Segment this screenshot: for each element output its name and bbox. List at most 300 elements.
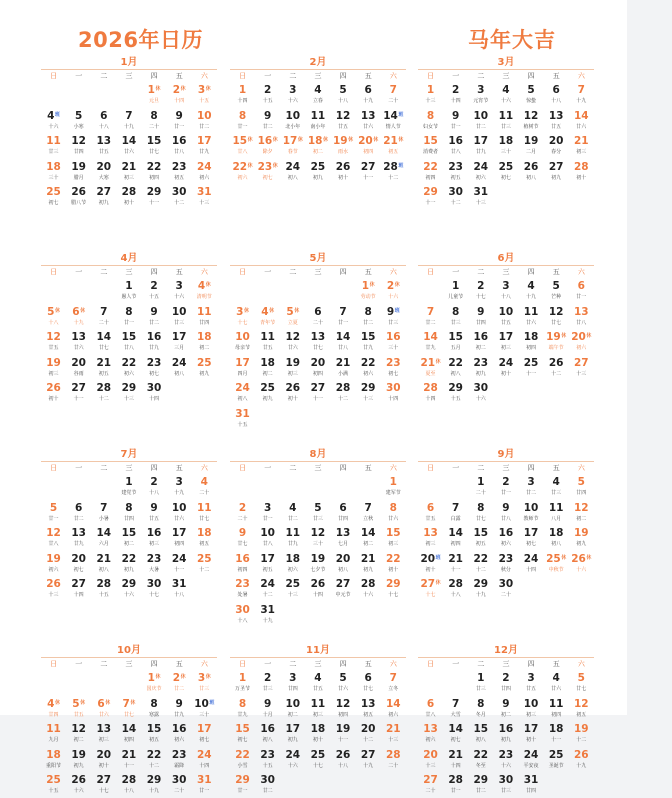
day-number: 2 [264,84,272,96]
weekday-label: 六 [389,268,397,276]
empty-cell [305,474,330,500]
lunar-label: 廿四 [338,515,349,522]
lunar-label: 二十 [312,319,323,326]
lunar-label: 初七 [526,541,537,548]
lunar-label: 廿三 [500,788,511,795]
day-number: 28 [96,382,112,395]
lunar-label: 初五 [576,711,587,718]
day-cell [356,159,381,185]
lunar-label: 初八 [237,396,248,403]
day-number: 18 [498,135,514,148]
weekday-label: 五 [364,660,372,668]
day-number: 14 [96,527,112,540]
weekday-header [230,657,406,670]
lunar-label: 廿九 [287,541,298,548]
day-cell [91,108,116,134]
day-cell [91,696,116,722]
lunar-label: 十四 [73,592,84,599]
lunar-label: 十三 [199,200,210,207]
day-cell [493,772,518,798]
day-number: 18 [548,527,564,540]
day-number: 16 [498,527,514,540]
day-cell [331,108,356,134]
weekday-label: 三 [502,660,510,668]
lunar-label: 九月 [48,737,59,744]
rest-day-mark: 休 [586,333,592,340]
day-number: 26 [523,160,539,173]
day-number: 13 [574,305,589,318]
day-cell [116,474,141,500]
weekday-label: 日 [239,660,247,668]
lunar-label: 初三 [576,149,587,156]
weekday-label: 六 [389,660,397,668]
day-cell [167,500,192,526]
weekday-label: 一 [264,72,272,80]
day-cell [167,576,192,602]
lunar-label: 初七 [262,174,273,181]
lunar-label: 十五 [262,762,273,769]
lunar-label: 万圣节 [235,686,251,692]
lunar-label: 廿八 [237,149,248,156]
lunar-label: 初六 [500,541,511,548]
lunar-label: 初三 [98,737,109,744]
day-number: 11 [260,331,275,344]
day-number: 7 [364,501,372,514]
day-cell [569,525,594,551]
lunar-label: 十六 [73,788,84,795]
day-cell [493,159,518,185]
day-cell [142,133,167,159]
day-number: 18 [285,552,301,565]
day-number: 5 [577,672,585,684]
day-cell [142,772,167,798]
lunar-label: 廿二 [475,788,486,795]
day-number: $21^休$ [420,356,441,369]
day-cell [418,355,443,381]
day-number: 13 [360,697,376,710]
day-cell [230,602,255,628]
calendar-slogan: 马年大吉 [468,28,556,52]
weekday-label: 日 [50,660,58,668]
day-number: 20 [96,748,112,761]
lunar-label: 十九 [123,123,134,130]
day-number: 15 [146,723,162,736]
day-number: 12 [71,135,86,148]
lunar-label: 十五 [98,592,109,599]
day-number: 31 [235,407,250,420]
day-cell [192,108,217,134]
day-number: 27 [96,774,112,787]
day-cell [167,108,192,134]
lunar-label: 大雪 [450,711,461,718]
day-number: 23 [171,160,187,173]
day-cell [91,159,116,185]
lunar-label: 初十 [388,566,399,573]
day-number: 21 [96,552,112,565]
lunar-label: 廿一 [262,515,273,522]
day-cell [116,772,141,798]
day-cell [569,304,594,330]
lunar-label: 十五 [237,421,248,428]
day-cell [418,133,443,159]
day-number: 1 [426,84,435,96]
day-number: $3^休$ [236,305,249,318]
lunar-label: 建军节 [385,490,401,496]
day-number: $25^休$ [546,552,567,565]
day-number: 24 [285,160,301,173]
lunar-label: 初十 [48,396,59,403]
lunar-label: 廿七 [123,711,134,718]
lunar-label: 初四 [338,711,349,718]
day-number: 10 [171,501,187,514]
calendar-title: 2026年日历 [78,28,203,52]
day-cell [192,133,217,159]
rest-day-mark: 休 [398,137,404,144]
lunar-label: 初八 [526,174,537,181]
day-cell [381,329,406,355]
lunar-label: 廿五 [500,319,511,326]
day-cell [116,108,141,134]
day-number: 19 [310,552,326,565]
day-cell [116,355,141,381]
lunar-label: 十三 [48,592,59,599]
weekday-label: 日 [239,72,247,80]
day-number: 14 [448,723,463,736]
day-number: 28 [96,578,112,591]
day-number: 6 [577,280,585,292]
lunar-label: 初六 [48,566,59,573]
day-number: 28 [335,382,351,395]
day-number: 28 [423,382,438,395]
day-cell [544,721,569,747]
day-cell [519,355,544,381]
lunar-label: 圣诞节 [548,762,564,769]
rest-day-mark: 休 [369,282,375,288]
lunar-label: 初九 [199,370,210,377]
day-number: 13 [71,527,86,540]
day-cell [519,772,544,798]
day-number: 31 [523,774,539,787]
lunar-label: 十一 [123,762,134,769]
lunar-label: 初四 [123,737,134,744]
day-cell [230,355,255,381]
day-number: 22 [423,160,438,173]
lunar-label: 初九 [500,737,511,744]
day-number: 15 [121,527,137,540]
day-cell [41,304,66,330]
day-number: 30 [146,578,162,591]
lunar-label: 廿九 [73,541,84,548]
day-cell [356,380,381,406]
weekday-label: 五 [175,660,183,668]
lunar-label: 十八 [174,592,185,599]
day-number: 6 [552,84,560,96]
day-number: 17 [523,723,539,736]
day-number: 4 [314,84,322,96]
day-number: 4 [502,84,510,96]
day-number: 9 [264,109,272,122]
day-cell [142,82,167,108]
day-number: 25 [523,356,539,369]
day-number: 30 [386,382,401,395]
lunar-label: 廿六 [388,515,399,522]
day-cell [255,82,280,108]
day-number: 18 [260,356,275,369]
weekday-label: 四 [527,268,535,276]
weekday-label: 三 [314,464,322,472]
weekday-label: 一 [452,464,460,472]
day-number: 28 [574,160,589,173]
day-number: $2^休$ [386,280,400,292]
day-cell [443,304,468,330]
day-number: $1^休$ [147,84,161,96]
month-9 [418,448,594,602]
lunar-label: 十三 [388,737,399,744]
day-cell [192,551,217,577]
day-cell [167,329,192,355]
day-number: 22 [473,748,489,761]
day-cell [569,159,594,185]
day-number: 3 [527,672,535,684]
work-day-mark: 班 [394,307,400,314]
lunar-label: 十六 [174,294,185,300]
weekday-label: 六 [577,464,585,472]
lunar-label: 十一 [526,370,537,377]
lunar-label: 廿二 [149,319,160,326]
lunar-label: 十七 [475,294,486,300]
lunar-label: 廿一 [199,788,210,795]
day-cell [230,525,255,551]
day-cell [255,329,280,355]
weekday-label: 一 [75,72,83,80]
lunar-label: 初六 [237,174,248,181]
day-number: 28 [121,186,137,199]
empty-cell [66,82,91,108]
day-number: 12 [71,723,86,736]
lunar-label: 初八 [98,566,109,573]
day-number: 8 [150,109,158,122]
day-number: 15 [473,723,489,736]
day-cell [381,721,406,747]
lunar-label: 初七 [450,737,461,744]
day-number: 23 [171,748,187,761]
day-number: 13 [423,527,438,540]
lunar-label: 十六 [123,592,134,599]
day-cell [493,108,518,134]
day-number: 9 [238,527,247,540]
day-number: 20 [71,356,86,369]
day-cell [255,133,280,159]
day-cell [468,747,493,773]
day-cell [544,159,569,185]
lunar-label: 十四 [149,396,160,403]
day-cell [41,133,66,159]
day-cell [192,329,217,355]
day-cell [280,721,305,747]
weekday-label: 四 [339,660,347,668]
weekday-label: 二 [100,660,108,668]
day-number: 24 [498,356,514,369]
day-cell [280,329,305,355]
day-number: 3 [175,280,183,292]
work-day-mark: 班 [209,699,215,706]
day-number: 13 [548,109,564,122]
weekday-label: 二 [100,72,108,80]
lunar-label: 廿六 [551,686,562,692]
day-number: 9 [264,697,272,710]
day-cell [381,278,406,304]
day-cell [356,551,381,577]
day-number: 14 [335,331,351,344]
lunar-label: 立秋 [363,515,374,522]
lunar-label: 大寒 [98,174,109,181]
day-cell [493,82,518,108]
day-cell [41,329,66,355]
day-number: 22 [360,356,376,369]
month-name: 8月 [309,449,327,460]
day-number: 8 [125,305,133,318]
empty-cell [66,278,91,304]
lunar-label: 廿四 [199,319,210,326]
day-number: 21 [96,356,112,369]
lunar-label: 廿一 [338,319,349,326]
lunar-label: 廿三 [551,490,562,496]
day-cell [192,474,217,500]
weekday-label: 六 [200,72,208,80]
day-number: 28 [448,578,463,591]
day-number: 12 [548,305,564,318]
day-number: 31 [260,603,275,616]
empty-cell [116,82,141,108]
day-cell [230,108,255,134]
weekday-label: 四 [150,268,158,276]
lunar-label: 初五 [450,174,461,181]
day-number: 10 [235,331,250,344]
month-11 [230,644,406,798]
lunar-label: 初三 [287,370,298,377]
day-number: 24 [235,382,250,395]
day-number: 27 [360,748,376,761]
lunar-label: 十三 [425,762,436,769]
day-cell [255,108,280,134]
lunar-label: 十八 [338,762,349,769]
lunar-label: 廿六 [73,345,84,352]
day-number: 26 [335,748,351,761]
day-number: 5 [49,501,58,514]
weekday-label: 四 [527,464,535,472]
day-number: 28 [386,748,401,761]
day-cell [418,304,443,330]
lunar-label: 廿三 [262,686,273,692]
day-cell [230,380,255,406]
day-cell [91,576,116,602]
lunar-label: 廿三 [388,319,399,326]
day-number: 8 [426,109,435,122]
day-cell [230,304,255,330]
weekday-label: 一 [452,268,460,276]
day-cell [569,500,594,526]
day-number: 29 [448,382,463,395]
day-cell [91,329,116,355]
day-cell [519,525,544,551]
day-cell [569,696,594,722]
day-number: 17 [235,356,250,369]
day-number: 20 [310,356,326,369]
day-cell [331,133,356,159]
day-number: 12 [574,697,589,710]
day-cell [381,159,406,185]
lunar-label: 廿一 [450,123,461,130]
empty-cell [91,474,116,500]
day-cell [443,82,468,108]
lunar-label: 十六 [287,762,298,769]
day-number: 19 [46,552,61,565]
day-cell [468,380,493,406]
month-4 [41,252,217,406]
lunar-label: 初三 [425,541,436,548]
day-number: 16 [386,331,401,344]
day-cell [255,159,280,185]
day-number: 30 [498,578,514,591]
lunar-label: 雨水 [338,149,349,156]
lunar-label: 十二 [576,737,587,744]
lunar-label: 廿八 [338,345,349,352]
lunar-label: 十六 [48,123,59,130]
lunar-label: 初二 [363,541,374,548]
day-number: 24 [260,578,275,591]
day-cell [116,159,141,185]
day-number: 1 [452,280,460,292]
month-2 [230,56,406,184]
lunar-label: 初六 [388,711,399,718]
weekday-label: 五 [364,268,372,276]
day-number: 4 [552,476,560,488]
lunar-label: 六月 [98,541,109,548]
lunar-label: 十八 [551,98,562,104]
day-number: 13 [96,135,112,148]
day-cell [443,696,468,722]
day-number: 26 [548,356,564,369]
day-cell [255,576,280,602]
day-cell [418,721,443,747]
day-grid [418,278,594,406]
day-number: 7 [125,109,133,122]
day-cell [66,159,91,185]
lunar-label: 廿四 [123,515,134,522]
day-number: 7 [339,305,347,318]
lunar-label: 十八 [149,490,160,496]
lunar-label: 廿六 [98,711,109,718]
lunar-label: 初十 [338,174,349,181]
lunar-label: 十九 [363,98,374,104]
day-cell [356,576,381,602]
day-cell [305,576,330,602]
lunar-label: 腊月 [73,174,84,181]
month-name: 6月 [497,253,515,264]
day-number: $20^班$ [420,552,441,565]
lunar-label: 廿八 [500,515,511,522]
day-grid [41,474,217,602]
day-cell [493,474,518,500]
day-cell [142,184,167,210]
day-number: 30 [260,774,275,787]
day-number: $4^休$ [47,697,60,710]
day-number: 11 [548,501,564,514]
day-cell [142,696,167,722]
lunar-label: 三十 [388,345,399,352]
day-cell [66,329,91,355]
lunar-label: 初七 [149,370,160,377]
